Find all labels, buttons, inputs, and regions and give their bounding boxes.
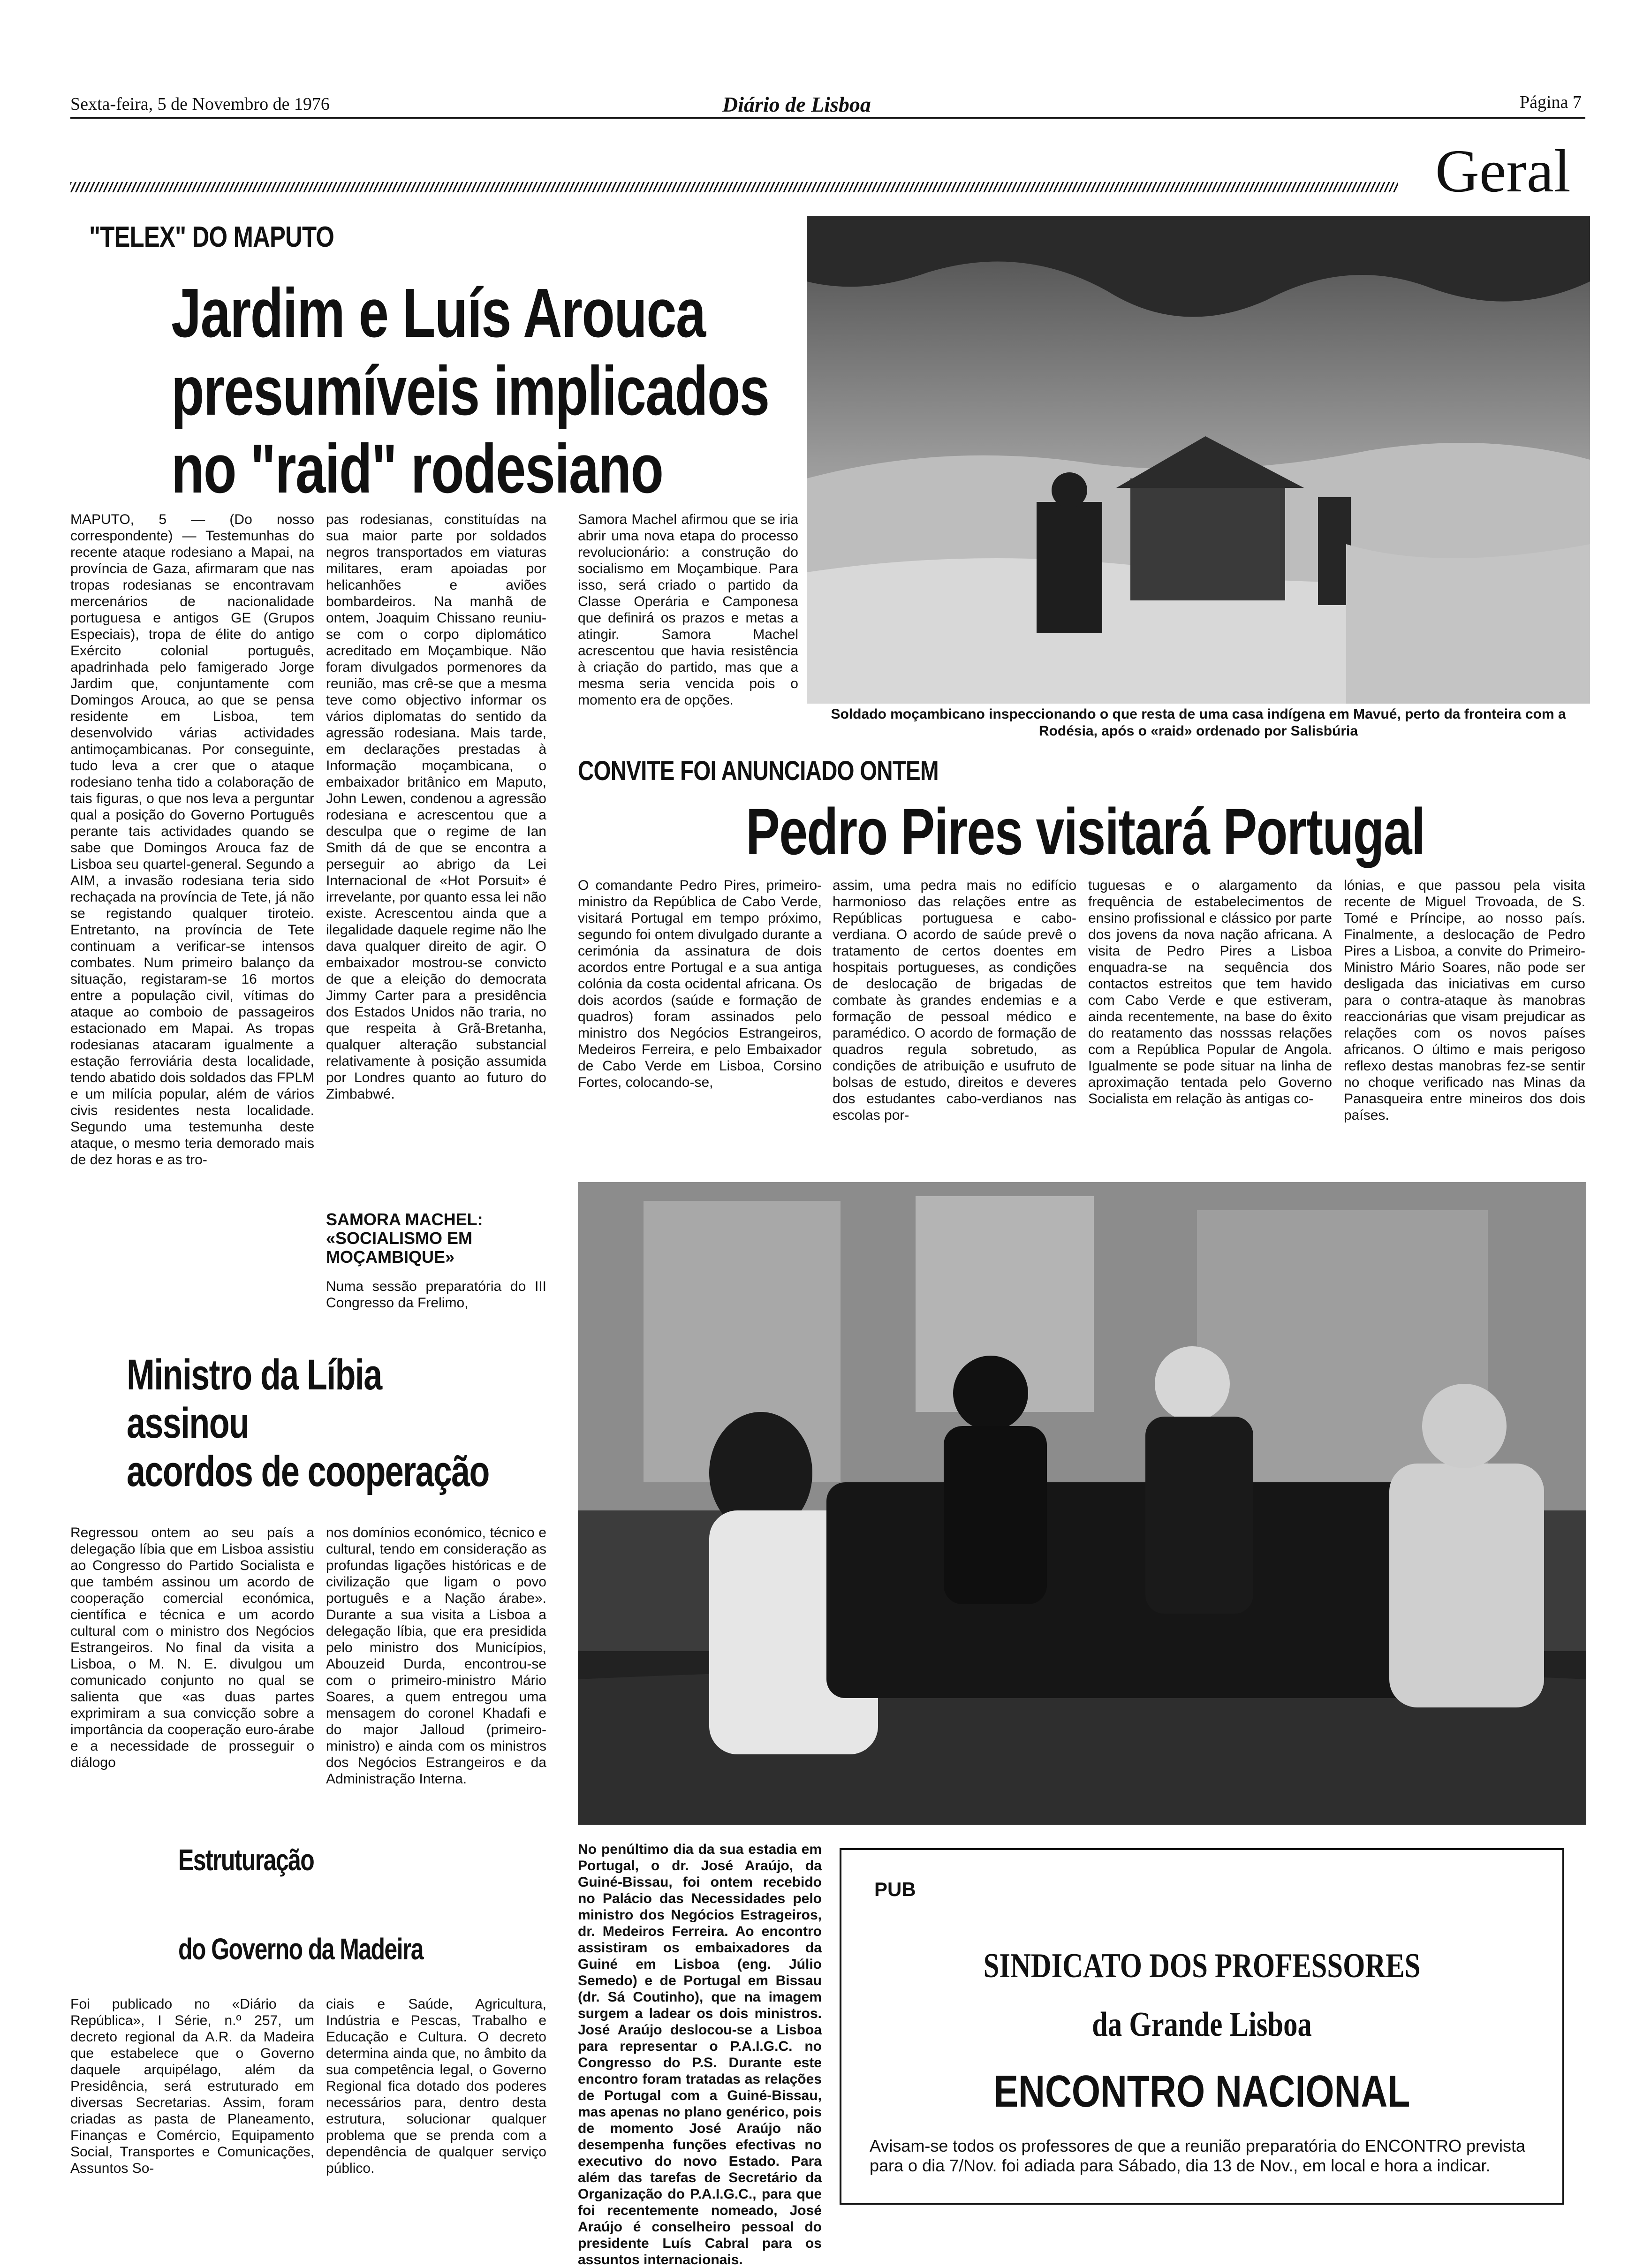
article1-column3: Samora Machel afirmou que se iria abrir uma nova etapa do processo revolucionário: a construção do socialismo em Moçambique. Para isso, será criado o partido da Classe Operária e Camponesa que definirá os prazos e metas a atingir. Samora Machel acrescentou que havia resistência à criação do partido, mas que a mesma seria vencida pois o momento era de opções. <box>578 512 798 708</box>
article2-column3: tuguesas e o alargamento da frequência de estabelecimentos de ensino profissional e clássico por parte dos jovens da nova nação africana. A visita de Pedro Pires a Lisboa enquadra-se na sequência dos contactos estreitos que tem havido com Cabo Verde e que estiveram, ainda recentemente, na base do êxito do reatamento das nosssas relações com a República Popular de Angola. Igualmente se pode situar na linha de aproximação tentada pelo Governo Socialista em relação às antigas co- <box>1088 878 1332 1107</box>
advertisement-box <box>840 1848 1564 2205</box>
photo-ministers-meeting-image <box>578 1182 1586 1825</box>
article4-column2: ciais e Saúde, Agricultura, Indústria e Pescas, Trabalho e Educação e Cultura. O decreto determina ainda que, no âmbito da sua competência legal, o Governo Regional fica dotado dos poderes necessários para, dentro desta estrutura, solucionar qualquer problema que se prenda com a dependência de qualquer serviço público. <box>326 1996 546 2176</box>
article3-headline-line3: acordos de cooperação <box>127 1448 489 1496</box>
article3-headline-line1: Ministro da Líbia <box>127 1351 382 1399</box>
article2-kicker: CONVITE FOI ANUNCIADO ONTEM <box>578 756 939 786</box>
ad-line2: da Grande Lisboa <box>1092 2005 1312 2044</box>
article2-headline: Pedro Pires visitará Portugal <box>746 795 1425 868</box>
article2-column1: O comandante Pedro Pires, primeiro-ministro da República de Cabo Verde, visitará Portugal em tempo próximo, segundo foi ontem divulgado durante a cerimónia da assinatura de dois acordos entre Portugal e a sua antiga colónia da costa ocidental africana. Os dois acordos (saúde e formação de quadros) foram assinados pelo ministro dos Negócios Estrangeiros, Medeiros Ferreira, e pelo Embaixador de Cabo Verde em Lisboa, Corsino Fortes, colocando-se, <box>578 878 822 1090</box>
photo1-caption: Soldado moçambicano inspeccionando o que resta de uma casa indígena em Mavué, perto da fronteira com a Rodésia, após o «raid» ordenado por Salisbúria <box>831 706 1566 739</box>
article1-subheading: SAMORA MACHEL: «SOCIALISMO EM MOÇAMBIQUE» <box>326 1210 483 1267</box>
ad-line1: SINDICATO DOS PROFESSORES <box>983 1947 1421 1985</box>
ad-tag: PUB <box>874 1878 916 1900</box>
masthead-paper-name: Diário de Lisboa <box>722 92 871 116</box>
article1-headline-line1: Jardim e Luís Arouca <box>171 274 705 352</box>
article4-column1: Foi publicado no «Diário da República», I Série, n.º 257, um decreto regional da A.R. da Madeira que estabelece que o Governo daquele arquipélago, além da Presidência, será estruturado em diversas Secretarias. Assim, foram criadas as pasta de Planeamento, Finanças e Comércio, Equipamento Social, Transportes e Comunicações, Assuntos So- <box>70 1996 314 2176</box>
masthead-date: Sexta-feira, 5 de Novembro de 1976 <box>70 94 330 114</box>
ad-notice: Avisam-se todos os professores de que a reunião preparatória do ENCONTRO prevista para o dia 7/Nov. foi adiada para Sábado, dia 13 de Nov., em local e hora a indicar. <box>870 2136 1526 2175</box>
photo-soldier-mavue-image <box>807 216 1590 704</box>
photo-ministers-meeting <box>578 1182 1586 1825</box>
article1-headline-line2: presumíveis implicados <box>171 352 769 430</box>
ad-line3: ENCONTRO NACIONAL <box>993 2066 1410 2116</box>
masthead-rule <box>70 117 1585 119</box>
article4-headline-line2: do Governo da Madeira <box>178 1932 424 1966</box>
article5-caption-column: No penúltimo dia da sua estadia em Portugal, o dr. José Araújo, da Guiné-Bissau, foi ontem recebido no Palácio das Necessidades pelo ministro dos Negócios Estrageiros, dr. Medeiros Ferreira. Ao encontro assistiram os embaixadores da Guiné em Lisboa (eng. Júlio Semedo) e de Portugal em Bissau (dr. Sá Coutinho), que na imagem surgem a ladear os dois ministros. José Araújo deslocou-se a Lisboa para representar o P.A.I.G.C. no Congresso do P.S. Durante este encontro foram tratadas as relações de Portugal com a Guiné-Bissau, mas apenas no plano genérico, pois de momento José Araújo não desempenha funções efectivas no executivo do novo Estado. Para além das tarefas de Secretário da Organização do P.A.I.G.C., para que foi recentemente nomeado, José Araújo é conselheiro pessoal do presidente Luís Cabral para os assuntos internacionais. <box>578 1842 822 2268</box>
section-hatch-bar <box>70 182 1398 192</box>
photo-soldier-mavue <box>807 216 1590 704</box>
masthead-page-number: Página 7 <box>1520 92 1582 112</box>
article2-column2: assim, uma pedra mais no edifício harmonioso das relações entre as Repúblicas portuguesa e cabo-verdiana. O acordo de saúde prevê o tratamento de certos doentes em hospitais portugueses, as condições de deslocação de brigadas de combate às grandes endemias e a formação de pessoal médico e paramédico. O acordo de formação de quadros regula sobretudo, as condições de atribuição e usufruto de bolsas de estudo, direitos e deveres dos estudantes cabo-verdianos nas escolas por- <box>833 878 1076 1123</box>
article1-kicker: "TELEX" DO MAPUTO <box>89 221 334 253</box>
article1-headline <box>171 274 830 508</box>
article2-column4: lónias, e que passou pela visita recente de Miguel Trovoada, de S. Tomé e Príncipe, ao nosso país. Finalmente, a deslocação de Pedro Pires a Lisboa, a convite do Primeiro-Ministro Mário Soares, não pode ser desligada das iniciativas em curso para o contra-ataque às manobras reaccionárias que visam prejudicar as relações com os novos países africanos. O último e mais perigoso reflexo destas manobras fez-se sentir no choque verificado nas Minas da Panasqueira entre mineiros dos dois países. <box>1344 878 1585 1123</box>
article4-headline-line1: Estruturação <box>178 1843 314 1877</box>
article1-headline-line3: no "raid" rodesiano <box>171 430 663 508</box>
article3-headline-line2: assinou <box>127 1399 249 1448</box>
section-title: Geral <box>1435 137 1571 205</box>
article1-column1: MAPUTO, 5 — (Do nosso correspondente) — Testemunhas do recente ataque rodesiano a Mapai, na província de Gaza, afirmaram que nas tropas rodesianas se encontravam mercenários de nacionalidade portuguesa e antigos GE (Grupos Especiais), tropa de élite do antigo Exército colonial português, apadrinhada pelo famigerado Jorge Jardim que, conjuntamente com Domingos Arouca, ao que se pensa residente em Lisboa, tem desenvolvido várias actividades antimoçambicanas. Por conseguinte, tudo leva a crer que o ataque rodesiano tenha tido a colaboração de tais figuras, o que nos leva a perguntar qual a posição do Governo Português perante tais actividades quando se sabe que Domingos Arouca faz de Lisboa seu quartel-general. Segundo a AIM, a invasão rodesiana teria sido rechaçada na província de Tete, já não se registando qualquer tiroteio. Entretanto, na província de Tete continuam a verificar-se intensos combates. Num primeiro balanço da situação, registaram-se 16 mortos entre a população civil, vítimas do ataque ao comboio de passageiros estacionado em Mapai. As tropas rodesianas atacaram igualmente a estação ferroviária desta localidade, tendo abatido dois soldados das FPLM e um milícia popular, além de vários civis residentes nesta localidade. Segundo uma testemunha deste ataque, o mesmo teria demorado mais de dez horas e as tro- <box>70 512 314 1168</box>
article1-column2-continued: Numa sessão preparatória do III Congresso da Frelimo, <box>326 1279 546 1311</box>
article3-headline <box>127 1351 566 1496</box>
article3-column2: nos domínios económico, técnico e cultural, tendo em consideração as profundas ligações históricas e de civilização que ligam o povo português e a Nação árabe». Durante a sua visita a Lisboa a delegação líbia, que era presidida pelo ministro dos Municípios, Abouzeid Durda, encontrou-se com o primeiro-ministro Mário Soares, a quem entregou uma mensagem do coronel Khadafi e do major Jalloud (primeiro-ministro) e ainda com os ministros dos Negócios Estrangeiros e da Administração Interna. <box>326 1525 546 1787</box>
article3-column1: Regressou ontem ao seu país a delegação líbia que em Lisboa assistiu ao Congresso do Partido Socialista e que também assinou um acordo de cooperação comercial económica, científica e técnica e um acordo cultural com o ministro dos Negócios Estrangeiros. No final da visita a Lisboa, o M. N. E. divulgou um comunicado conjunto no qual se salienta que «as duas partes exprimiram a sua convicção sobre a importância da cooperação euro-árabe e a necessidade de prosseguir o diálogo <box>70 1525 314 1770</box>
article1-column2: pas rodesianas, constituídas na sua maior parte por soldados negros transportados em viaturas militares, eram apoiadas por helicanhões e aviões bombardeiros. Na manhã de ontem, Joaquim Chissano reuniu-se com o corpo diplomático acreditado em Moçambique. Não foram divulgados pormenores da reunião, mas crê-se que a mesma teve como objectivo informar os vários diplomatas do sentido da agressão rodesiana. Mais tarde, em declarações prestadas à Informação moçambicana, o embaixador britânico em Maputo, John Lewen, condenou a agressão rodesiana e acrescentou que a desculpa que o regime de Ian Smith dá de que se encontra a perseguir ao abrigo da Lei Internacional de «Hot Porsuit» é irrevelante, por quanto essa lei não existe. Acrescentou ainda que a ilegalidade daquele regime não lhe dava qualquer direito de agir. O embaixador mostrou-se convicto de que a eleição do democrata Jimmy Carter para a presidência dos Estados Unidos não traria, no que respeita à Grã-Bretanha, qualquer alteração substancial relativamente à posição assumida por Londres quanto ao futuro do Zimbabwé. <box>326 512 546 1102</box>
